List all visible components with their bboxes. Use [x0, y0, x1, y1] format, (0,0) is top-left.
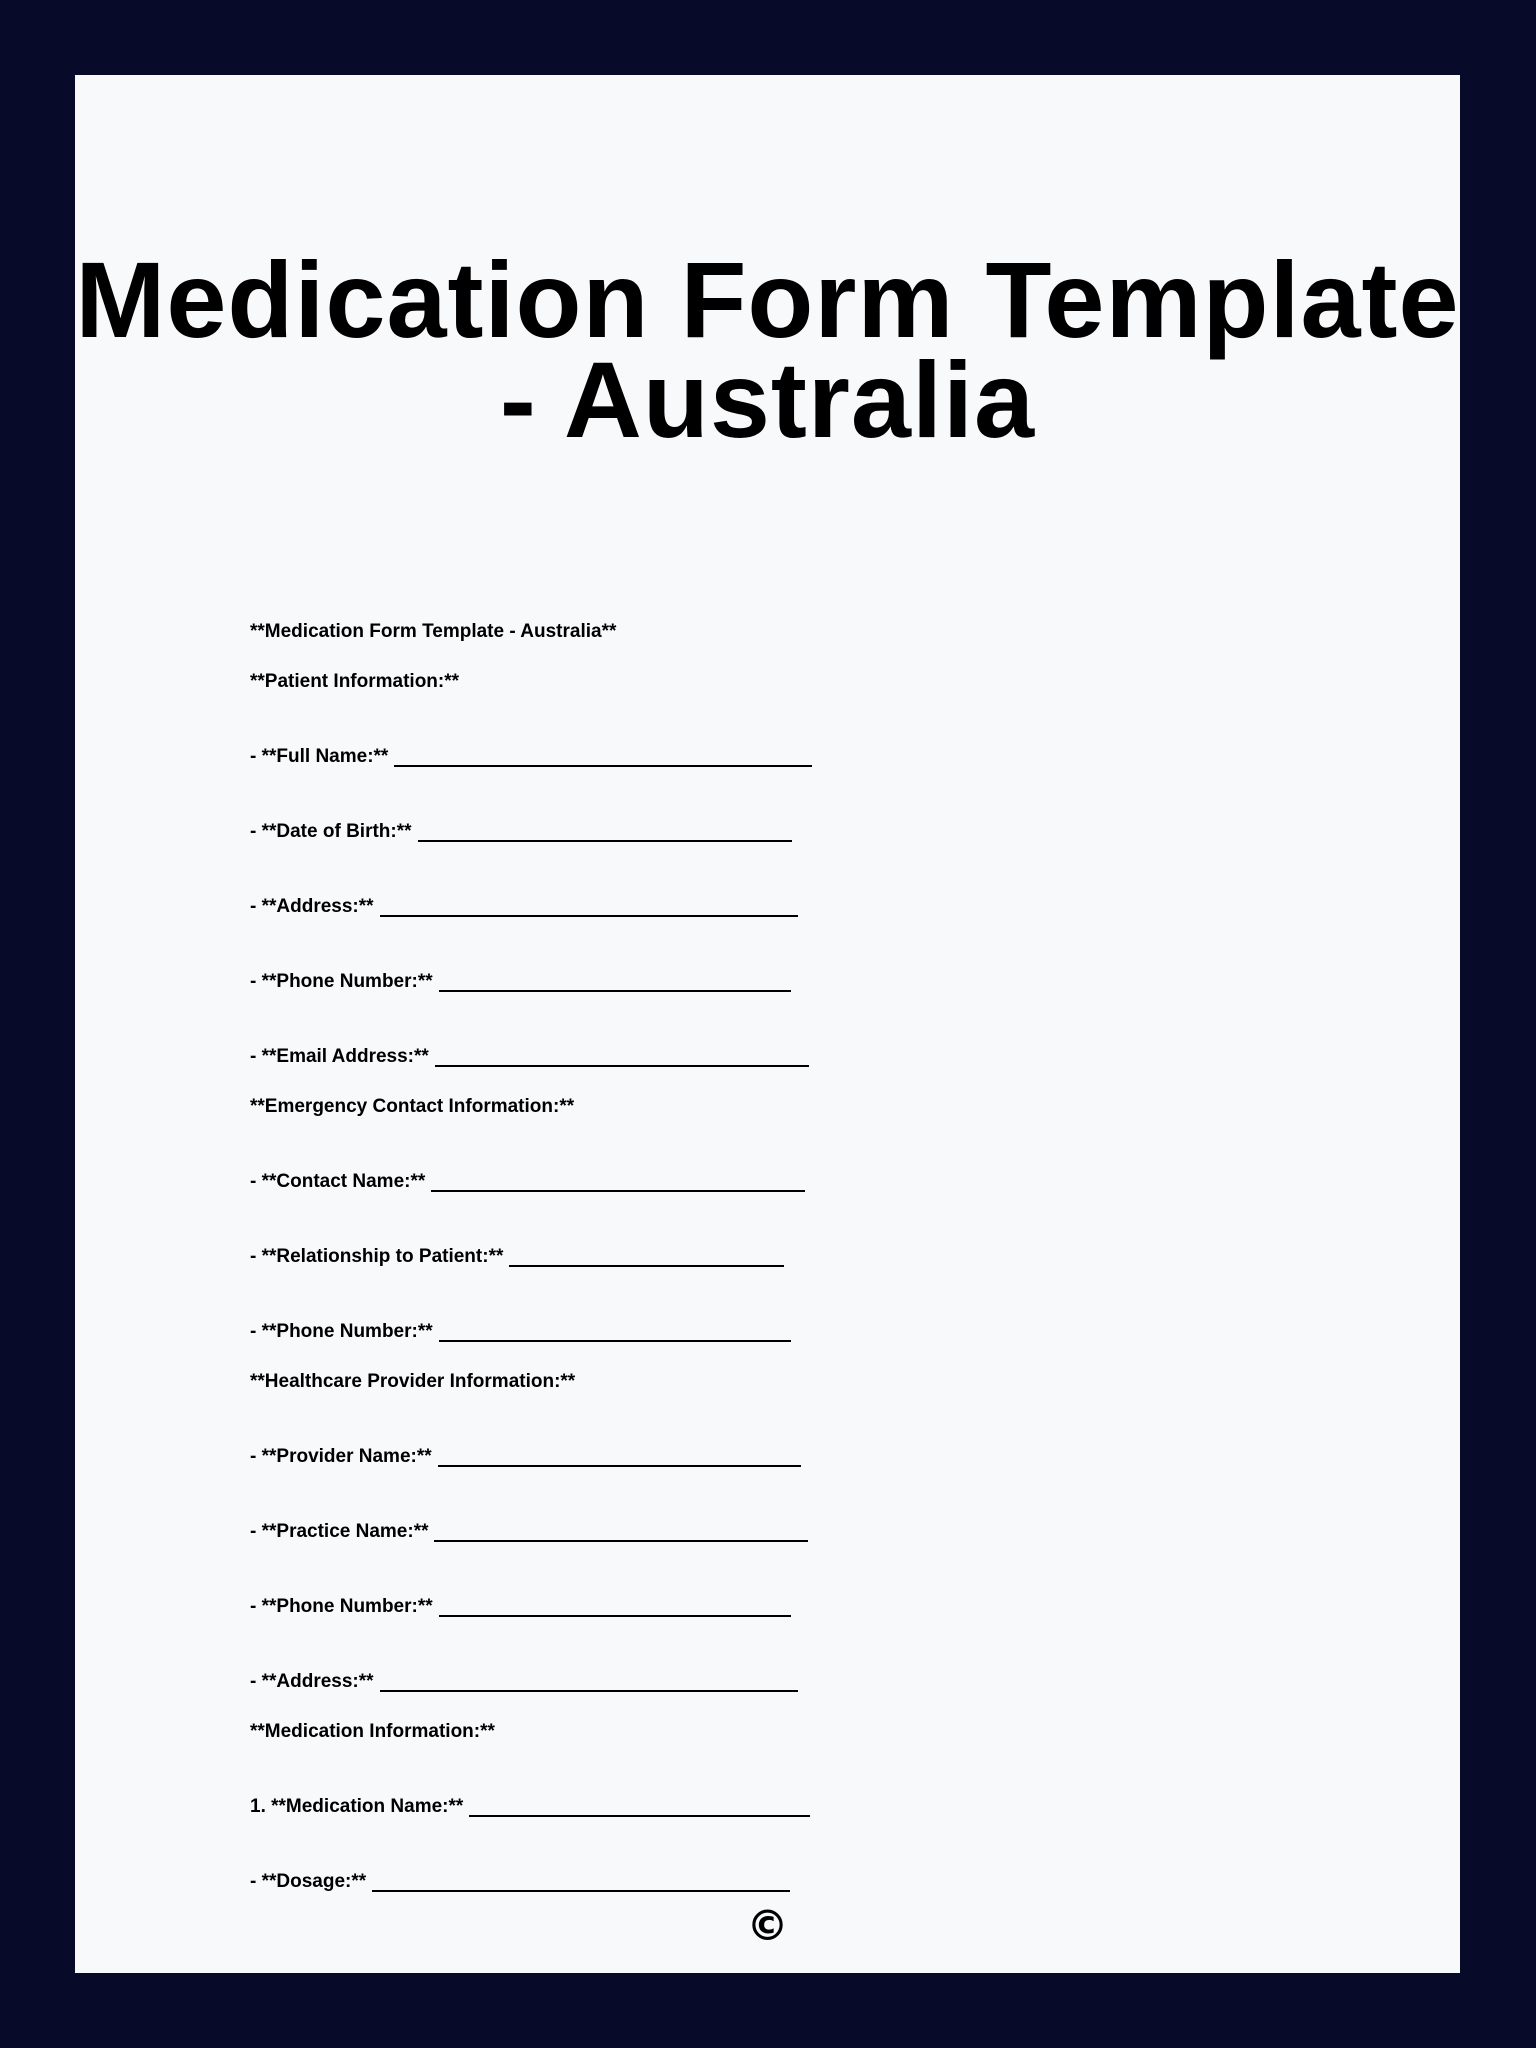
field-label: - **Relationship to Patient:**: [250, 1246, 504, 1267]
field-label: - **Address:**: [250, 896, 374, 917]
field-email-address: [250, 1045, 809, 1069]
field-label: - **Practice Name:**: [250, 1521, 429, 1542]
form-heading: [250, 620, 616, 644]
field-phone-number: [250, 1595, 791, 1619]
fill-in-blank[interactable]: [509, 1245, 784, 1267]
line-text: **Medication Information:**: [250, 1721, 495, 1742]
field-dosage: [250, 1870, 790, 1894]
field-medication-name: [250, 1795, 810, 1819]
field-label: - **Contact Name:**: [250, 1171, 426, 1192]
field-label: - **Date of Birth:**: [250, 821, 412, 842]
fill-in-blank[interactable]: [434, 1520, 808, 1542]
field-label: - **Dosage:**: [250, 1871, 367, 1892]
fill-in-blank[interactable]: [431, 1170, 805, 1192]
field-address: [250, 1670, 798, 1694]
field-label: - **Email Address:**: [250, 1046, 429, 1067]
fill-in-blank[interactable]: [439, 1320, 791, 1342]
section-heading-emergency-contact: [250, 1095, 574, 1119]
section-heading-medication: [250, 1720, 495, 1744]
fill-in-blank[interactable]: [435, 1045, 809, 1067]
fill-in-blank[interactable]: [380, 1670, 798, 1692]
line-text: **Medication Form Template - Australia**: [250, 621, 617, 642]
field-phone-number: [250, 970, 791, 994]
line-text: **Patient Information:**: [250, 671, 460, 692]
fill-in-blank[interactable]: [469, 1795, 810, 1817]
field-contact-name: [250, 1170, 805, 1194]
field-phone-number: [250, 1320, 791, 1344]
fill-in-blank[interactable]: [439, 1595, 791, 1617]
field-label: - **Provider Name:**: [250, 1446, 432, 1467]
field-label: - **Phone Number:**: [250, 1596, 433, 1617]
field-full-name: [250, 745, 812, 769]
fill-in-blank[interactable]: [380, 895, 798, 917]
field-provider-name: [250, 1445, 801, 1469]
fill-in-blank[interactable]: [418, 820, 792, 842]
fill-in-blank[interactable]: [372, 1870, 790, 1892]
field-label: - **Phone Number:**: [250, 971, 433, 992]
field-label: - **Full Name:**: [250, 746, 389, 767]
line-text: **Healthcare Provider Information:**: [250, 1371, 576, 1392]
form-page: [75, 75, 1460, 1973]
field-label: - **Address:**: [250, 1671, 374, 1692]
line-text: **Emergency Contact Information:**: [250, 1096, 575, 1117]
page-title: Medication Form Template - Australia: [75, 239, 1460, 460]
section-heading-patient: [250, 670, 459, 694]
fill-in-blank[interactable]: [438, 1445, 801, 1467]
copyright-icon: ©: [746, 1901, 789, 1950]
section-heading-healthcare-provider: [250, 1370, 575, 1394]
field-label: - **Phone Number:**: [250, 1321, 433, 1342]
field-label: 1. **Medication Name:**: [250, 1796, 464, 1817]
field-relationship-to-patient: [250, 1245, 784, 1269]
fill-in-blank[interactable]: [439, 970, 791, 992]
field-date-of-birth: [250, 820, 792, 844]
field-address: [250, 895, 798, 919]
fill-in-blank[interactable]: [394, 745, 812, 767]
field-practice-name: [250, 1520, 808, 1544]
